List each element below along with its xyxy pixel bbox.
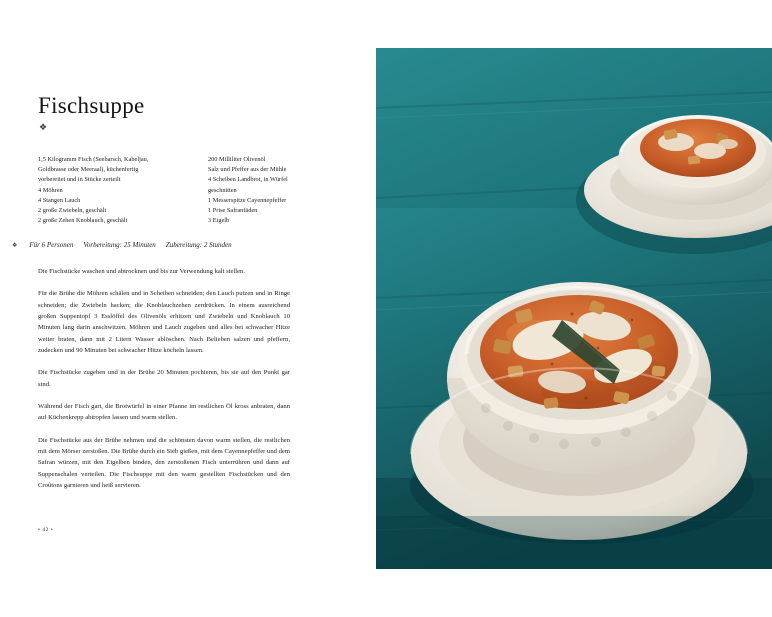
ingredient-item: 2 große Zehen Knoblauch, geschält xyxy=(38,217,128,225)
ingredients-column-left xyxy=(38,155,208,226)
ingredient-item: 4 Stangen Lauch xyxy=(38,196,81,204)
instruction-paragraph: Während der Fisch gart, die Brotwürfel in einer Pfanne im restlichen Öl kross anbraten, dann auf Küchenkrepp abtropfen lassen und warm stellen. xyxy=(38,402,290,422)
ingredient-item: 200 Milliliter Olivenöl xyxy=(208,156,266,163)
page-title: Fischsuppe xyxy=(38,93,145,118)
meta-servings: Für 6 Personen xyxy=(29,241,74,249)
instruction-paragraph: Die Fischstücke aus der Brühe nehmen und die schönsten davon warm stellen, die restlichen mit dem Mörser zerstoßen. Die Brühe durch ein Sieb gießen, mit dem Cayennepfeffer und dem Safran würzen, mit den Eigelben binden, den zerstoßenen Fisch unterrühren und dann auf Suppenschalen verteilen. Die Fischsuppe mit den warm gestellten Fischstücken und den Croûtons garnieren und heiß servieren. xyxy=(38,436,290,489)
ingredient-item: 1 Messerspitze Cayennepfeffer xyxy=(208,196,287,204)
ingredient-item: 1,5 Kilogramm Fisch (Seebarsch, Kabeljau, xyxy=(38,156,149,163)
page-number: • 42 • xyxy=(38,527,54,533)
ingredient-item: 3 Eigelb xyxy=(208,217,230,225)
ingredient-item: geschnitten xyxy=(208,186,237,194)
recipe-instructions xyxy=(38,266,290,502)
left-text-page xyxy=(0,0,376,617)
meta-cook-time: Zubereitung: 2 Stunden xyxy=(165,241,232,249)
ingredient-item: 2 große Zwiebeln, geschält xyxy=(38,206,107,214)
instruction-paragraph: Die Fischstücke zugeben und in der Brühe 20 Minuten pochieren, bis sie auf den Punkt gar sind. xyxy=(38,369,290,388)
recipe-photo xyxy=(376,48,772,569)
ingredients-list xyxy=(38,155,338,226)
meta-prep-time: Vorbereitung: 25 Minuten xyxy=(83,241,156,249)
ingredient-item: 4 Möhren xyxy=(38,186,63,194)
recipe-meta xyxy=(12,241,362,249)
ingredient-item: Salz und Pfeffer aus der Mühle xyxy=(208,166,287,174)
ingredient-item: Goldbrasse oder Meeraal), küchenfertig xyxy=(38,166,139,174)
instruction-paragraph: Die Fischstücke waschen und abtrocknen und bis zur Verwendung kalt stellen. xyxy=(38,268,245,275)
ingredient-item: 4 Scheiben Landbrot, in Würfel xyxy=(208,176,288,184)
ornament-icon: ❖ xyxy=(39,122,48,132)
ingredient-item: vorbereitet und in Stücke zerteilt xyxy=(38,176,121,184)
ornament-icon: ❖ xyxy=(12,243,18,249)
ingredients-column-right xyxy=(208,155,338,226)
ingredient-item: 1 Prise Safranfäden xyxy=(208,206,258,214)
soup-photo-illustration xyxy=(376,48,772,569)
instruction-paragraph: Für die Brühe die Möhren schälen und in Scheiben schneiden; den Lauch putzen und in Ringe schneiden; die Zwiebeln hacken; die Knoblauchzehen zerdrücken. In einem ausreichend großen Suppentopf 3 Esslöffel des Olivenöls erhitzen und Zwiebeln und Knoblauch 10 Minuten lang darin anschwitzen. Möhren und Lauch zugeben und alles bei schwacher Hitze weiter braten, dann mit 2 Litern Wasser ablöschen. Nach Belieben salzen und pfeffern, zudecken und 90 Minuten bei schwacher Hitze köcheln lassen. xyxy=(38,290,290,354)
